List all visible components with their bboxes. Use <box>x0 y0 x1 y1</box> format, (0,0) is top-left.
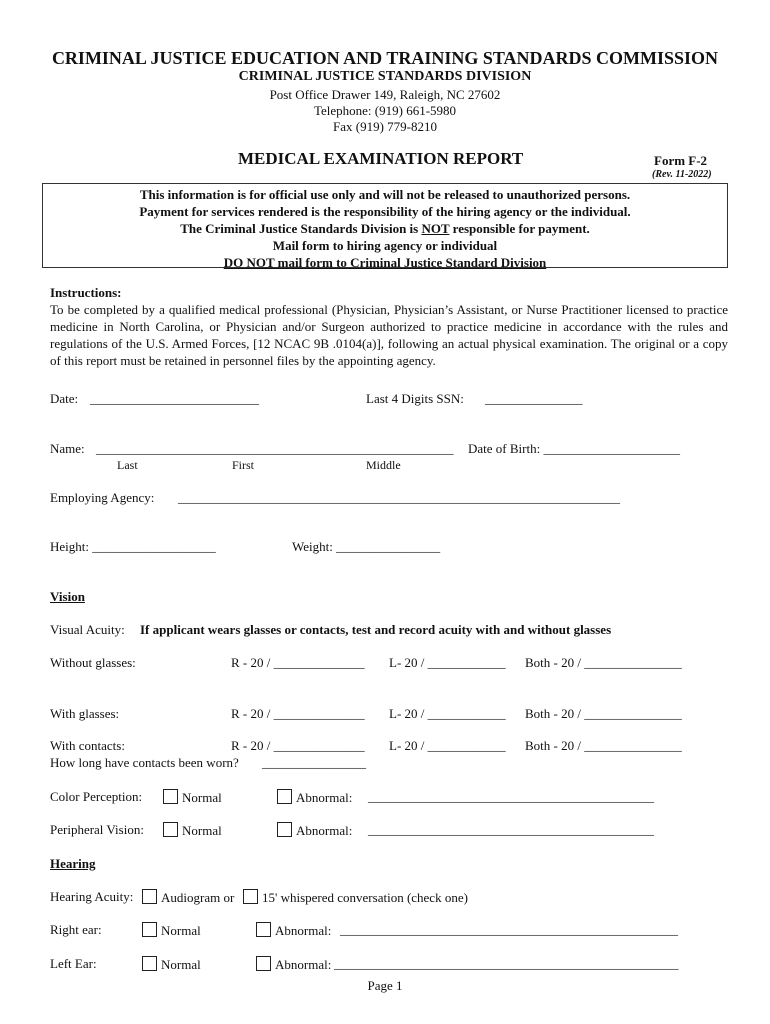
ssn-label: Last 4 Digits SSN: <box>366 391 464 406</box>
revision: (Rev. 11-2022) <box>652 169 712 180</box>
whispered-option[interactable]: 15' whispered conversation (check one) <box>243 889 468 906</box>
weight-field[interactable]: Weight: ________________ <box>292 539 441 554</box>
right-ear-normal-option[interactable]: Normal <box>142 922 201 939</box>
date-label: Date: <box>50 391 79 406</box>
ssn-field[interactable]: _______________ <box>485 391 583 406</box>
audiogram-option[interactable]: Audiogram or <box>142 889 234 906</box>
name-middle-caption: Middle <box>366 458 401 472</box>
with-contacts-left[interactable]: L- 20 / ____________ <box>389 738 506 753</box>
without-glasses-label: Without glasses: <box>50 655 136 670</box>
height-field[interactable]: Height: ___________________ <box>50 539 216 554</box>
checkbox-icon[interactable] <box>277 789 292 804</box>
left-ear-normal-option[interactable]: Normal <box>142 956 201 973</box>
instructions-heading: Instructions: <box>50 285 122 300</box>
left-ear-label: Left Ear: <box>50 956 97 971</box>
page-title: MEDICAL EXAMINATION REPORT <box>238 149 524 168</box>
telephone: Telephone: (919) 661-5980 <box>313 103 457 118</box>
instructions-text: To be completed by a qualified medical professional (Physician, Physician’s Assistant, or Nurse Practitioner licensed to practice medicine in North Carolina, or Physician and/or Surgeon authorized to practice medicine in accordance with the rules and regulations of the U.S. Armed Forces, [12 NCAC 9B .0104(a)], following an actual physical examination. The original or a copy of this report must be retained in personnel files by the appointing agency. <box>50 302 728 368</box>
without-glasses-left[interactable]: L- 20 / ____________ <box>389 655 506 670</box>
notice-line-1: This information is for official use only and will not be released to unauthorized persons. <box>139 187 631 202</box>
with-contacts-both[interactable]: Both - 20 / _______________ <box>525 738 682 753</box>
checkbox-icon[interactable] <box>256 922 271 937</box>
right-ear-abnormal-option[interactable]: Abnormal: <box>256 922 331 939</box>
division-title: CRIMINAL JUSTICE STANDARDS DIVISION <box>238 69 532 84</box>
address: Post Office Drawer 149, Raleigh, NC 27602 <box>269 87 501 102</box>
notice-line-4: Mail form to hiring agency or individual <box>272 238 498 253</box>
name-label: Name: <box>50 441 85 456</box>
color-normal-option[interactable]: Normal <box>163 789 222 806</box>
fax: Fax (919) 779-8210 <box>333 119 437 134</box>
visual-acuity-note: If applicant wears glasses or contacts, test and record acuity with and without glasses <box>140 622 612 637</box>
name-first-caption: First <box>232 458 255 472</box>
color-abnormal-option[interactable]: Abnormal: <box>277 789 352 806</box>
page-number: Page 1 <box>367 978 403 993</box>
with-glasses-label: With glasses: <box>50 706 120 721</box>
checkbox-icon[interactable] <box>163 789 178 804</box>
peripheral-abnormal-field[interactable]: ____________________________________________ <box>368 822 654 837</box>
right-ear-abnormal-field[interactable]: ____________________________________________________ <box>340 922 678 937</box>
name-last-caption: Last <box>117 458 138 472</box>
form-id: Form F-2 <box>654 153 708 168</box>
vision-heading: Vision <box>50 589 85 604</box>
checkbox-icon[interactable] <box>243 889 258 904</box>
with-contacts-right[interactable]: R - 20 / ______________ <box>231 738 365 753</box>
notice-line-5: DO NOT mail form to Criminal Justice Standard Division <box>223 255 547 270</box>
agency-label: Employing Agency: <box>50 490 155 505</box>
with-glasses-both[interactable]: Both - 20 / _______________ <box>525 706 682 721</box>
notice-line-3: The Criminal Justice Standards Division is NOT responsible for payment. <box>180 221 590 236</box>
name-field[interactable]: _______________________________________________________ <box>96 441 454 456</box>
checkbox-icon[interactable] <box>142 922 157 937</box>
checkbox-icon[interactable] <box>142 889 157 904</box>
color-abnormal-field[interactable]: ____________________________________________ <box>368 789 654 804</box>
checkbox-icon[interactable] <box>163 822 178 837</box>
right-ear-label: Right ear: <box>50 922 102 937</box>
hearing-heading: Hearing <box>50 856 96 871</box>
notice-box <box>42 183 728 268</box>
peripheral-abnormal-option[interactable]: Abnormal: <box>277 822 352 839</box>
color-perception-label: Color Perception: <box>50 789 143 804</box>
peripheral-normal-option[interactable]: Normal <box>163 822 222 839</box>
checkbox-icon[interactable] <box>142 956 157 971</box>
visual-acuity-label: Visual Acuity: <box>50 622 125 637</box>
left-ear-abnormal-field[interactable]: _____________________________________________________ <box>334 956 679 971</box>
date-field[interactable]: __________________________ <box>90 391 259 406</box>
agency-field[interactable]: ____________________________________________________________________ <box>178 490 620 505</box>
without-glasses-right[interactable]: R - 20 / ______________ <box>231 655 365 670</box>
hearing-acuity-label: Hearing Acuity: <box>50 889 134 904</box>
contacts-duration-field[interactable]: ________________ <box>262 755 366 770</box>
dob-field[interactable]: Date of Birth: _____________________ <box>468 441 680 456</box>
commission-title: CRIMINAL JUSTICE EDUCATION AND TRAINING STANDARDS COMMISSION <box>51 48 719 68</box>
with-glasses-right[interactable]: R - 20 / ______________ <box>231 706 365 721</box>
peripheral-vision-label: Peripheral Vision: <box>50 822 144 837</box>
left-ear-abnormal-option[interactable]: Abnormal: <box>256 956 331 973</box>
checkbox-icon[interactable] <box>277 822 292 837</box>
without-glasses-both[interactable]: Both - 20 / _______________ <box>525 655 682 670</box>
with-glasses-left[interactable]: L- 20 / ____________ <box>389 706 506 721</box>
checkbox-icon[interactable] <box>256 956 271 971</box>
with-contacts-label: With contacts: <box>50 738 125 753</box>
contacts-duration-label: How long have contacts been worn? <box>50 755 239 770</box>
notice-line-2: Payment for services rendered is the responsibility of the hiring agency or the individual. <box>139 204 631 219</box>
